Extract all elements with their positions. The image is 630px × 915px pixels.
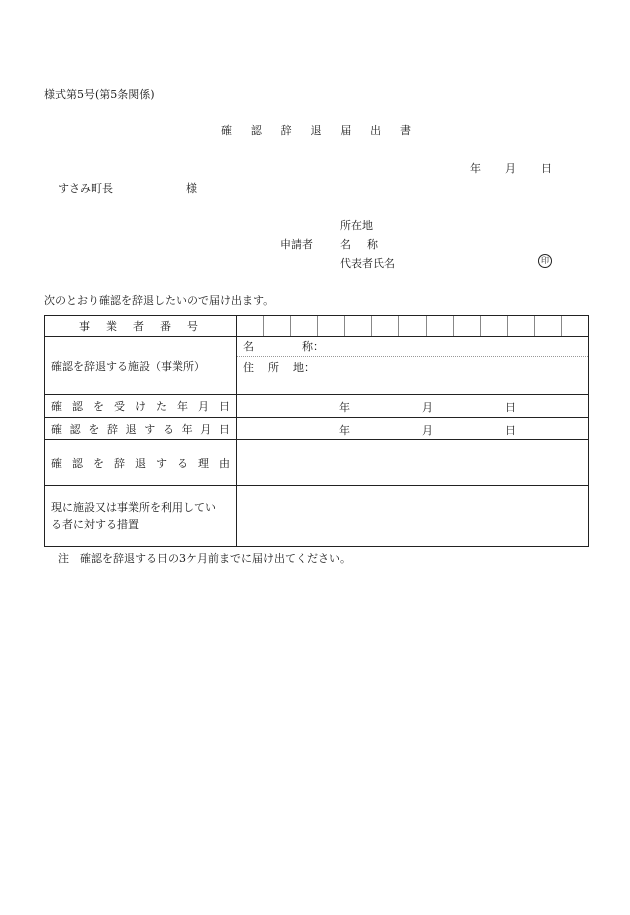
title-char: 確 xyxy=(221,124,232,137)
title-char: 書 xyxy=(399,124,411,137)
label-char: 退 xyxy=(125,422,137,436)
facility-label xyxy=(45,337,237,395)
label-char: 月 xyxy=(198,400,209,413)
intro-text: 次のとおり確認を辞退したいので届け出ます。 xyxy=(44,294,275,307)
label-char: 年 xyxy=(177,400,188,413)
label-char: け xyxy=(135,400,146,413)
label-char: 日 xyxy=(219,400,230,413)
withdraw-date-label xyxy=(45,418,237,440)
withdraw-date-row xyxy=(45,418,589,440)
label-char: を xyxy=(88,422,100,436)
month-unit: 月 xyxy=(422,423,433,437)
business-number-row xyxy=(45,316,589,337)
date-day: 日 xyxy=(541,162,552,175)
reason-row xyxy=(45,440,589,486)
received-date-row xyxy=(45,395,589,418)
label-char: 認 xyxy=(69,422,81,436)
withdraw-date-input[interactable] xyxy=(237,418,589,440)
label-char: 認 xyxy=(72,456,83,470)
label-char: た xyxy=(156,400,167,413)
applicant-rep-label: 代表者氏名 xyxy=(340,257,395,270)
digit-box[interactable] xyxy=(263,316,290,336)
facility-name-field[interactable] xyxy=(237,337,588,357)
digit-box[interactable] xyxy=(371,316,398,336)
measures-input[interactable] xyxy=(237,486,589,547)
digit-box[interactable] xyxy=(344,316,371,336)
label-char: 退 xyxy=(135,456,146,470)
name-label-char: 名 xyxy=(340,238,351,251)
label-char: 辞 xyxy=(106,422,118,436)
digit-box[interactable] xyxy=(534,316,561,336)
form-number: 様式第5号(第5条関係) xyxy=(44,88,155,101)
label-char: 所 xyxy=(268,361,279,374)
seal-mark: 印 xyxy=(538,254,552,268)
digit-box[interactable] xyxy=(480,316,507,336)
year-unit: 年 xyxy=(339,401,350,414)
label-char: を xyxy=(93,400,104,413)
footnote: 注 確認を辞退する日の3ケ月前までに届け出てください。 xyxy=(58,552,351,565)
year-unit: 年 xyxy=(339,423,350,437)
label-char: 月 xyxy=(200,422,212,436)
title-char: 届 xyxy=(340,124,352,137)
day-unit: 日 xyxy=(505,423,516,437)
label-char: 受 xyxy=(114,400,125,413)
digit-box[interactable] xyxy=(453,316,480,336)
applicant-address-label: 所在地 xyxy=(340,219,373,232)
received-date-label xyxy=(45,395,237,418)
date-month: 月 xyxy=(505,162,516,175)
title-char: 退 xyxy=(310,124,322,137)
applicant-name-label xyxy=(340,236,378,252)
measures-label-line: る者に対する措置 xyxy=(51,518,139,531)
label-char: 理 xyxy=(198,456,209,470)
month-unit: 月 xyxy=(422,401,433,414)
label-char: す xyxy=(156,456,167,470)
addressee-honorific: 様 xyxy=(186,182,197,195)
facility-row xyxy=(45,337,589,395)
document-title xyxy=(221,122,411,138)
withdrawal-form-table xyxy=(44,315,589,547)
title-char: 認 xyxy=(250,124,262,137)
reason-input[interactable] xyxy=(237,440,589,486)
label-char: る xyxy=(177,456,188,470)
label-char: 名 xyxy=(243,340,254,353)
label-char: す xyxy=(144,422,156,436)
label-char: 年 xyxy=(181,422,193,436)
digit-box[interactable] xyxy=(290,316,317,336)
label-char: 号 xyxy=(187,320,198,333)
facility-fields xyxy=(237,337,589,395)
label-char: 辞 xyxy=(114,456,125,470)
label-char: 認 xyxy=(72,400,83,413)
addressee-name: すさみ町長 xyxy=(58,182,113,195)
business-number-input[interactable] xyxy=(237,316,589,337)
facility-label-text: 確認を辞退する施設（事業所） xyxy=(51,359,205,373)
day-unit: 日 xyxy=(505,401,516,414)
digit-box[interactable] xyxy=(398,316,425,336)
name-label-char: 称 xyxy=(367,238,378,251)
received-date-input[interactable] xyxy=(237,395,589,418)
title-char: 出 xyxy=(370,124,382,137)
title-char: 辞 xyxy=(280,124,292,137)
measures-row xyxy=(45,486,589,547)
label-char: を xyxy=(93,456,104,470)
facility-address-field[interactable] xyxy=(237,357,588,379)
label-char: 称： xyxy=(302,340,324,353)
label-char: る xyxy=(162,422,174,436)
digit-box[interactable] xyxy=(507,316,534,336)
label-char: 事 xyxy=(79,320,90,333)
digit-box[interactable] xyxy=(561,316,588,336)
label-char: 者 xyxy=(133,320,144,333)
date-year: 年 xyxy=(470,162,481,175)
reason-label xyxy=(45,440,237,486)
label-char: 確 xyxy=(51,456,62,470)
measures-label-line: 現に施設又は事業所を利用してい xyxy=(51,501,216,514)
label-char: 日 xyxy=(218,422,230,436)
label-char: 番 xyxy=(160,320,171,333)
digit-box[interactable] xyxy=(237,316,263,336)
label-char: 確 xyxy=(51,400,62,413)
label-char: 確 xyxy=(51,422,62,436)
applicant-label: 申請者 xyxy=(280,238,313,251)
digit-box[interactable] xyxy=(426,316,453,336)
label-char: 由 xyxy=(219,456,230,470)
label-char: 住 xyxy=(243,361,254,374)
business-number-label xyxy=(45,316,237,337)
label-char: 業 xyxy=(106,320,117,333)
digit-box[interactable] xyxy=(317,316,344,336)
label-char: 地： xyxy=(293,361,315,374)
measures-label xyxy=(45,486,237,547)
